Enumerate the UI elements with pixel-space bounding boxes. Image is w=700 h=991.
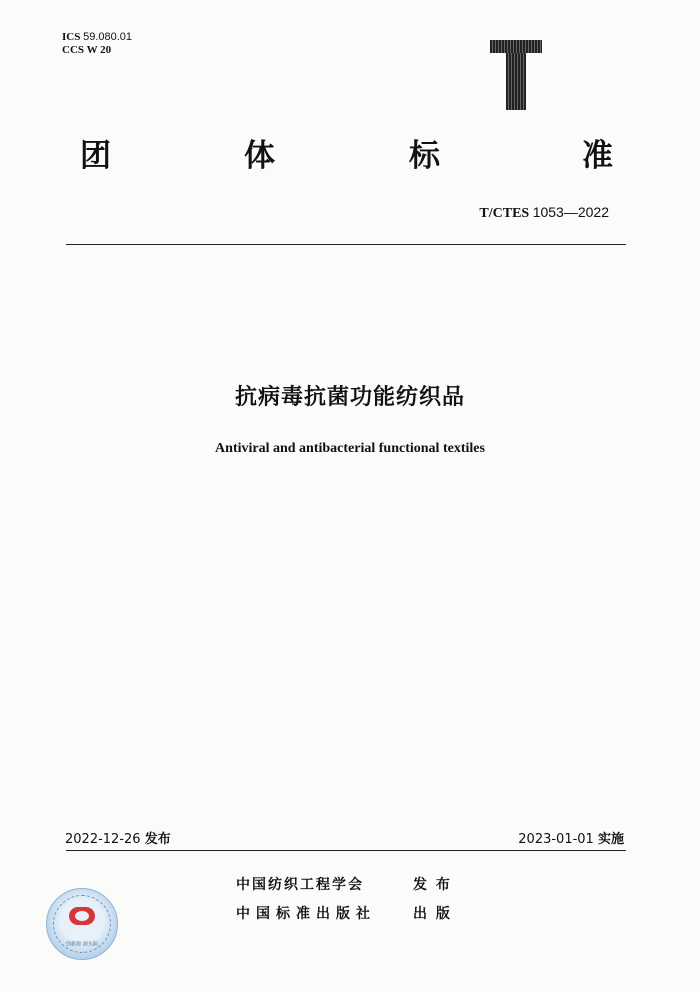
top-divider bbox=[66, 244, 626, 245]
standard-type-char-4: 准 bbox=[582, 138, 613, 174]
classification-codes bbox=[62, 31, 132, 57]
publishing-house: 中国标准出版社 bbox=[236, 906, 376, 922]
seal-logo-icon bbox=[69, 907, 95, 925]
issuing-organization: 中国纺织工程学会 bbox=[236, 877, 364, 893]
standard-type-char-1: 团 bbox=[80, 138, 111, 174]
issuer-action: 发 布 bbox=[413, 877, 452, 893]
implement-label: 实施 bbox=[597, 832, 624, 847]
t-letter-stem bbox=[506, 53, 526, 110]
publisher-action: 出 版 bbox=[413, 906, 452, 922]
implement-date: 2023-01-01 bbox=[518, 832, 594, 847]
ics-label: ICS bbox=[62, 31, 81, 43]
implement-date-line bbox=[518, 828, 624, 847]
standard-type-char-3: 标 bbox=[409, 138, 440, 174]
ccs-value: W 20 bbox=[86, 44, 112, 56]
document-title-english: Antiviral and antibacterial functional textiles bbox=[215, 441, 485, 456]
issue-label: 发布 bbox=[144, 832, 171, 847]
doc-number-value: 1053—2022 bbox=[532, 204, 609, 220]
ics-value: 59.080.01 bbox=[83, 31, 133, 43]
category-letter-logo bbox=[490, 40, 542, 110]
bottom-divider bbox=[66, 850, 626, 851]
seal-text: 创新源 源头防 bbox=[65, 941, 99, 948]
document-title-chinese: 抗病毒抗菌功能纺织品 bbox=[234, 385, 465, 410]
issue-date-line bbox=[65, 828, 171, 847]
standard-type-char-2: 体 bbox=[244, 138, 275, 174]
ics-code bbox=[62, 31, 132, 44]
document-number bbox=[479, 204, 609, 222]
ccs-label: CCS bbox=[62, 44, 85, 56]
anti-counterfeit-seal bbox=[46, 888, 118, 960]
issue-date: 2022-12-26 bbox=[65, 832, 141, 847]
doc-number-prefix: T/CTES bbox=[479, 206, 530, 221]
ccs-code bbox=[62, 44, 132, 57]
t-letter-bar bbox=[490, 40, 542, 53]
